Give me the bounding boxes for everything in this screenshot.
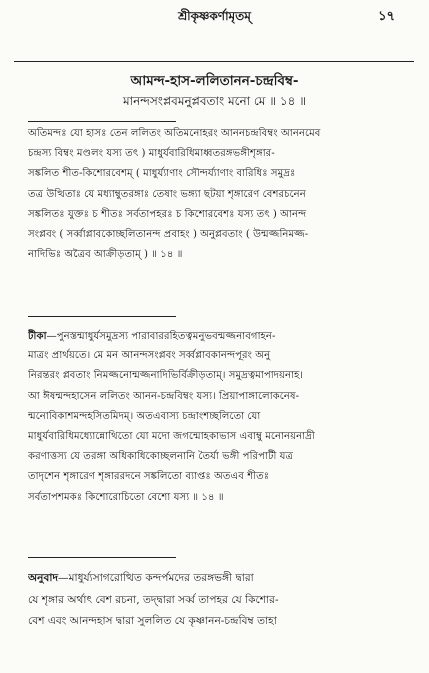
gloss-rule — [28, 121, 176, 122]
verse-line-1: আমন্দ-হাস-ললিতানন-চন্দ্রবিম্ব- — [130, 73, 299, 89]
anubad-rule — [28, 557, 176, 558]
tika-line: মাধুর্যবারিধিমধ্যোন্নোথিতো যো মদো জগন্মোহকাভাস এবাম্বু মনোনয়নাদ্রী — [28, 430, 315, 442]
anubad-block — [28, 568, 412, 633]
running-title: শ্রীকৃষ্ণকর্ণামৃতম্ — [178, 9, 251, 23]
gloss-line: সঙ্কলিত শীত-কিশোরবেশম্ ( মাধুর্য্যাণাং সৌন্দর্য্যাণাং বারিধিঃ সমুদ্রঃ — [28, 168, 296, 180]
anubad-text: —মাধুর্য্যসাগরোত্থিত কন্দর্পমদের তরঙ্গভঙ্গী দ্বারা — [58, 572, 254, 584]
verse-line-2: মানন্দসংপ্লবমনুপ্লবতাং মনো মে ॥ ১৪ ॥ — [122, 94, 307, 108]
anubad-line — [28, 568, 412, 590]
tika-block — [28, 326, 412, 508]
tika-line: করণাত্তস্য যে তরঙ্গা অধিকাধিকোচ্ছলনানি তৈর্যা ভঙ্গী পরিপাটী যত্র — [28, 451, 294, 463]
gloss-line: সংপ্লবং ( সর্ব্বাপ্লাবকোচ্ছলিতানন্দ প্রবাহং ) অনুপ্লবতাং ( উন্মজ্জনিমজ্জ- — [28, 228, 309, 240]
gloss-block — [28, 124, 412, 265]
anubad-line: বেশ এবং আনন্দহাস দ্বারা সুললিত যে কৃষ্ণানন-চন্দ্রবিম্ব তাহা — [28, 615, 277, 627]
gloss-line: চন্দ্রস্য বিম্বং মণ্ডলং যস্য তৎ ) মাধুর্যবারিধিমাধ্বতরঙ্গভঙ্গীশৃঙ্গার- — [28, 148, 275, 160]
tika-label: টীকা — [28, 330, 47, 342]
gloss-line: সঙ্কলিতঃ যুক্তঃ চ শীতঃ সর্বতাপহরঃ চ কিশোরবেশঃ যস্য তৎ ) আনন্দ — [28, 208, 307, 220]
gloss-line: অতিমন্দঃ যো হাসঃ তেন ললিতং অতিমনোহরং আননচন্দ্রবিম্বং আননমেব — [28, 128, 321, 139]
header-rule — [14, 61, 414, 62]
gloss-line: নাদিভিঃ অত্রৈব আক্রীড়তাম্ ) ॥ ১৪ ॥ — [28, 249, 183, 261]
tika-line: নিরন্তরং প্লবতাং নিমজ্জনোন্মজ্জনাদিভির্বিক্রীড়তাম্। সমুদ্রত্বমাপাদয়নাহ। — [28, 370, 304, 382]
tika-line: ন্মনোবিকাশমন্দহসিতমিদম্। অতএবাস্য চন্দ্রাংশচ্ছলিতো যো — [28, 410, 261, 422]
anubad-line: যে শৃঙ্গার অর্থাৎ বেশ রচনা, তদ্দ্বারা সর্ব্ব তাপহর যে কিশোর- — [28, 593, 279, 606]
tika-line: তাদৃশেন শৃঙ্গারেণ শৃঙ্গাররদনে সঙ্কলিতো ব্যাপ্তঃ অতএব শীতঃ — [28, 471, 270, 483]
gloss-line: তত্র উত্থিতাঃ যে মধ্যাম্বুতরঙ্গাঃ তেষাং ভঙ্গ্যা ছটয়া শৃঙ্গারেণ বেশরচনেন — [28, 188, 306, 200]
page-number: ১৭ — [378, 9, 395, 24]
tika-line: আ ঈষন্মন্দহাসেন ললিতং আনন-চন্দ্রবিম্বং যস্য। প্রিয়াপাঙ্গালোকনেষ- — [28, 390, 300, 402]
tika-rule — [28, 316, 176, 317]
tika-line: সর্বতাপশমকঃ কিশোরোচিতো বেশো যস্য ॥ ১৪ ॥ — [28, 491, 224, 503]
page-header — [0, 4, 429, 26]
tika-text: —পুনস্তন্মাধুর্যসমুদ্রস্য পারাবাররহিতত্বমনুভবন্মজ্জনাবগাহন- — [46, 331, 276, 342]
anubad-label: অনুবাদ — [28, 572, 59, 584]
tika-line — [28, 326, 412, 346]
tika-line: মাত্রং প্রার্থয়তে। মে মন আনন্দসংপ্লবং সর্ব্বপ্লাবকানন্দপূরং অনু — [28, 350, 271, 362]
